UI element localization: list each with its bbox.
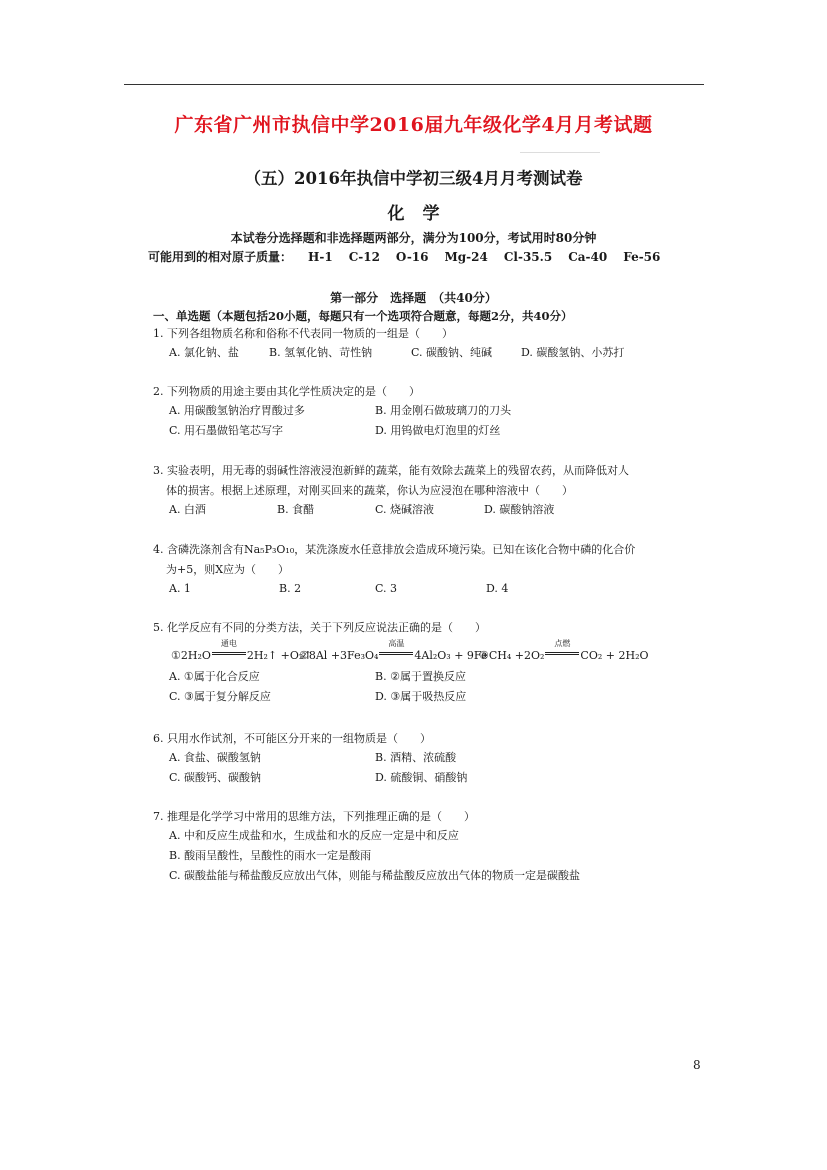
option-c: C. 烧碱溶液 (375, 503, 435, 516)
option-b: B. ②属于置换反应 (375, 670, 466, 683)
mass-item: Ca-40 (568, 250, 608, 264)
option-c: C. 3 (375, 582, 398, 595)
option-a: A. 食盐、碳酸氢钠 (169, 751, 261, 764)
option-a: A. 氯化钠、盐 (169, 346, 239, 359)
page-number: 8 (693, 1058, 701, 1072)
option-d: D. 4 (486, 582, 509, 595)
option-b: B. 酒精、浓硫酸 (375, 751, 457, 764)
question-stem: 6. 只用水作试剂，不可能区分开来的一组物质是（ ） (153, 732, 431, 745)
faint-divider (520, 152, 600, 153)
question-stem: 7. 推理是化学学习中常用的思维方法，下列推理正确的是（ ） (153, 810, 475, 823)
mass-item: Cl-35.5 (503, 250, 553, 264)
question-7 (153, 809, 580, 888)
question-stem: 3. 实验表明，用无毒的弱碱性溶液浸泡新鲜的蔬菜，能有效除去蔬菜上的残留农药，从而降低对人 (153, 464, 629, 477)
question-stem: 4. 含磷洗涤剂含有Na₅P₃O₁₀，某洗涤废水任意排放会造成环境污染。已知在该化合物中磷的化合价 (153, 543, 636, 556)
option-a: A. 用碳酸氢钠治疗胃酸过多 (169, 404, 305, 417)
atomic-masses-label: 可能用到的相对原子质量： (148, 250, 293, 264)
mass-item: H-1 (308, 250, 333, 264)
mass-item: C-12 (348, 250, 380, 264)
question-4 (153, 542, 635, 601)
question-stem-cont: 体的损害。根据上述原理，对刚买回来的蔬菜，你认为应浸泡在哪种溶液中（ ） (166, 484, 573, 497)
equation-3: ③CH₄ +2O₂ 点燃 CO₂ + 2H₂O (479, 639, 649, 662)
document-title: 广东省广州市执信中学2016届九年级化学4月月考试题 (174, 114, 653, 136)
option-b: B. 食醋 (277, 503, 315, 516)
option-a: A. 白酒 (169, 503, 206, 516)
option-c: C. 用石墨做铅笔芯写字 (169, 424, 284, 437)
option-a: A. ①属于化合反应 (169, 670, 260, 683)
mass-item: Fe-56 (623, 250, 661, 264)
question-stem: 1. 下列各组物质名称和俗称不代表同一物质的一组是（ ） (153, 327, 453, 340)
question-3 (153, 463, 633, 522)
option-d: D. ③属于吸热反应 (375, 690, 467, 703)
question-2 (153, 384, 633, 443)
option-c: C. 碳酸钠、纯碱 (411, 346, 493, 359)
option-b: B. 氢氧化钠、苛性钠 (269, 346, 373, 359)
option-b: B. 用金刚石做玻璃刀的刀头 (375, 404, 512, 417)
header-rule (124, 84, 704, 85)
option-b: B. 酸雨呈酸性，呈酸性的雨水一定是酸雨 (169, 849, 372, 862)
option-d: D. 碳酸钠溶液 (484, 503, 555, 516)
mass-item: O-16 (395, 250, 429, 264)
question-5 (153, 620, 649, 709)
exam-intro: 本试卷分选择题和非选择题两部分，满分为100分，考试用时80分钟 (230, 231, 597, 245)
option-d: D. 碳酸氢钠、小苏打 (521, 346, 625, 359)
equation-1: ①2H₂O 通电 2H₂↑ +O₂↑ (171, 639, 313, 662)
equation-2: ②8Al +3Fe₃O₄ 高温 4Al₂O₃ + 9Fe (299, 639, 488, 662)
question-stem: 2. 下列物质的用途主要由其化学性质决定的是（ ） (153, 385, 420, 398)
question-6 (153, 731, 633, 790)
mass-item: Mg-24 (444, 250, 488, 264)
subject-title: 化学 (387, 204, 458, 224)
option-a: A. 中和反应生成盐和水，生成盐和水的反应一定是中和反应 (169, 829, 459, 842)
equals-sign: 高温 (379, 646, 413, 655)
exam-title: （五）2016年执信中学初三级4月月考测试卷 (244, 169, 583, 188)
atomic-masses (148, 248, 660, 265)
question-1 (153, 326, 633, 365)
part-title: 第一部分 选择题 （共40分） (330, 291, 497, 305)
question-stem: 5. 化学反应有不同的分类方法，关于下列反应说法正确的是（ ） (153, 621, 486, 634)
option-c: C. 碳酸钙、碳酸钠 (169, 771, 262, 784)
equals-sign: 通电 (212, 646, 246, 655)
option-a: A. 1 (169, 582, 191, 595)
reaction-equations (153, 639, 649, 666)
equals-sign: 点燃 (545, 646, 579, 655)
option-b: B. 2 (279, 582, 302, 595)
section-heading: 一、单选题（本题包括20小题，每题只有一个选项符合题意，每题2分，共40分） (153, 309, 573, 323)
option-d: D. 用钨做电灯泡里的灯丝 (375, 424, 501, 437)
option-c: C. ③属于复分解反应 (169, 690, 271, 703)
option-d: D. 硫酸铜、硝酸钠 (375, 771, 468, 784)
question-stem-cont: 为+5，则X应为（ ） (166, 563, 290, 576)
option-c: C. 碳酸盐能与稀盐酸反应放出气体，则能与稀盐酸反应放出气体的物质一定是碳酸盐 (169, 869, 581, 882)
